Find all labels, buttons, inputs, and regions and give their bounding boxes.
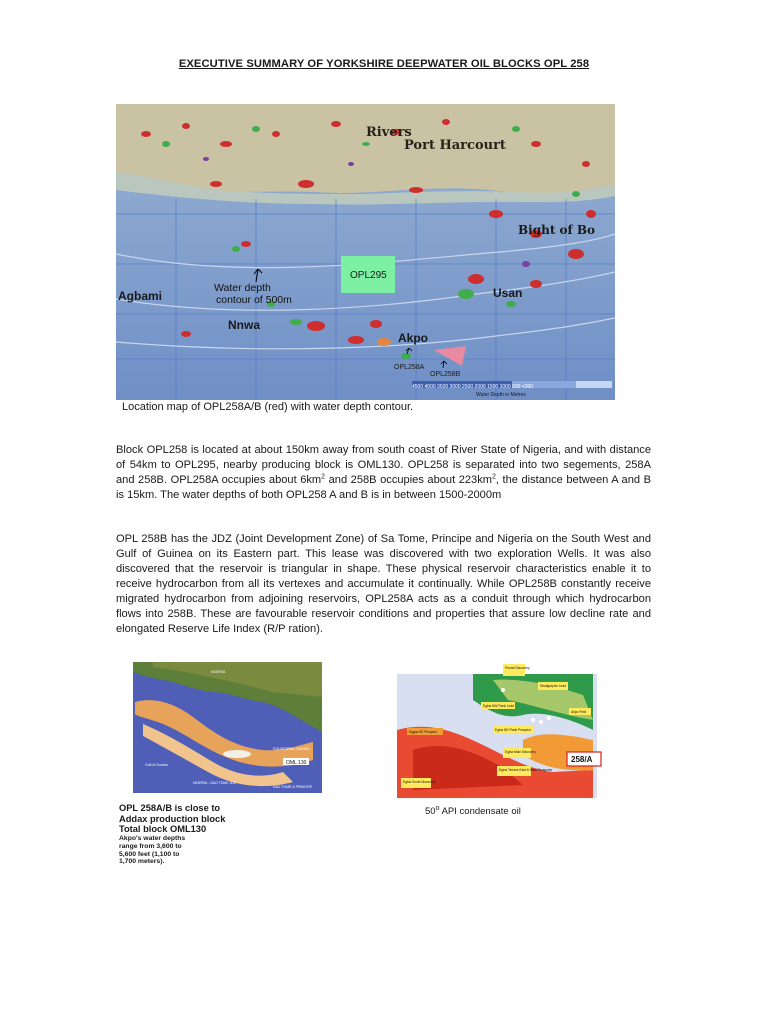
map-label-water-depth: Water depth — [214, 282, 271, 294]
oml130-label: OML 130 — [286, 760, 307, 766]
svg-text:Water Depth in Metres: Water Depth in Metres — [476, 392, 526, 398]
paragraph-location: Block OPL258 is located at about 150km away from south coast of River State of Nigeria, and with distance of 54km to OPL295, nearby producing block is OML130. OPL258 is separated into two segements, 258A and 258B. OPL258A occupies about $6km^2$ and 258B occupies about $223km^2$, the distance between A and B is 15km. The water depths of both OPL258 A and B is in between 1500-2000m — [116, 444, 651, 501]
map3-caption: 50$^o$ API condensate oil — [425, 804, 521, 817]
map-label-port-harcourt: Port Harcourt — [404, 138, 506, 153]
map-label-bight: Bight of Bo — [518, 223, 596, 237]
document-title: EXECUTIVE SUMMARY OF YORKSHIRE DEEPWATER OIL BLOCKS OPL 258 — [178, 58, 590, 70]
map2-note: OPL 258A/B is close to Addax production block Total block OML130 — [119, 803, 226, 834]
svg-text:Preowi Discovery: Preowi Discovery — [505, 666, 530, 670]
svg-text:Egina South Discovery: Egina South Discovery — [403, 780, 436, 784]
svg-text:SAO TOME & PRINCIPE: SAO TOME & PRINCIPE — [273, 785, 313, 789]
map-label-opl295: OPL295 — [350, 270, 387, 281]
svg-text:Egina NW Flank Lead: Egina NW Flank Lead — [483, 704, 515, 708]
svg-text:Egina NE Flank Prospect: Egina NE Flank Prospect — [495, 728, 531, 732]
svg-text:4500 4000 3500 3000 2500 2000: 4500 4000 3500 3000 2500 2000 1500 1000 500 <200 — [412, 384, 534, 390]
svg-text:Stratigraphic Lead: Stratigraphic Lead — [540, 684, 566, 688]
prospect-map — [393, 660, 602, 802]
svg-text:Gulf of Guinea: Gulf of Guinea — [145, 763, 168, 767]
regional-map — [133, 662, 322, 793]
svg-text:Eggua SE Prospect: Eggua SE Prospect — [409, 730, 437, 734]
map-label-nnwa: Nnwa — [228, 318, 261, 332]
map2-depth-note: Akpo's water depths range from 3,600 to 5,600 feet (1,100 to 1,700 meters). — [119, 835, 186, 866]
svg-text:Egina Main Discovery: Egina Main Discovery — [505, 750, 536, 754]
location-map — [116, 104, 615, 400]
paragraph-jdz: OPL 258B has the JDZ (Joint Development Zone) of Sa Tome, Principe and Nigeria on the South West and Gulf of Guinea on its Eastern part. This lease was discovered with two exploration Wells. It was also discovered that the reservoir is triangular in shape. These physical reservoir characteristics enable it to receive hydrocarbon from all its vertexes and accumulate it continually. While OPL258B constantly receive migrated hydrocarbon from adjoining reservoirs, OPL258A acts as a conduit through which hydrocarbon flows into 258B. These are favourable reservoir conditions and properties that assure low decline rate and elongated Reserve Life Index (R/P ration). — [116, 533, 651, 635]
map-label-rivers: Rivers — [366, 125, 412, 140]
map-label-usan: Usan — [493, 286, 523, 300]
svg-text:Akpo Field: Akpo Field — [571, 710, 587, 714]
svg-text:EQUATORIAL GUINEA: EQUATORIAL GUINEA — [273, 747, 310, 751]
svg-text:NIGERIA - SAO TOME JDZ: NIGERIA - SAO TOME JDZ — [193, 781, 237, 785]
map-label-opl258b: OPL258B — [430, 371, 461, 378]
map-label-opl258a: OPL258A — [394, 364, 425, 371]
map1-caption: Location map of OPL258A/B (red) with water depth contour. — [122, 401, 414, 413]
block-258a-label: 258/A — [571, 755, 593, 764]
map-label-agbami: Agbami — [118, 289, 163, 303]
svg-text:Egina Terrace East & West Pros: Egina Terrace East & West Prospects — [499, 768, 553, 772]
svg-text:NIGERIA: NIGERIA — [211, 670, 226, 674]
map-label-akpo: Akpo — [398, 331, 428, 345]
map-label-contour: contour of 500m — [216, 294, 292, 306]
